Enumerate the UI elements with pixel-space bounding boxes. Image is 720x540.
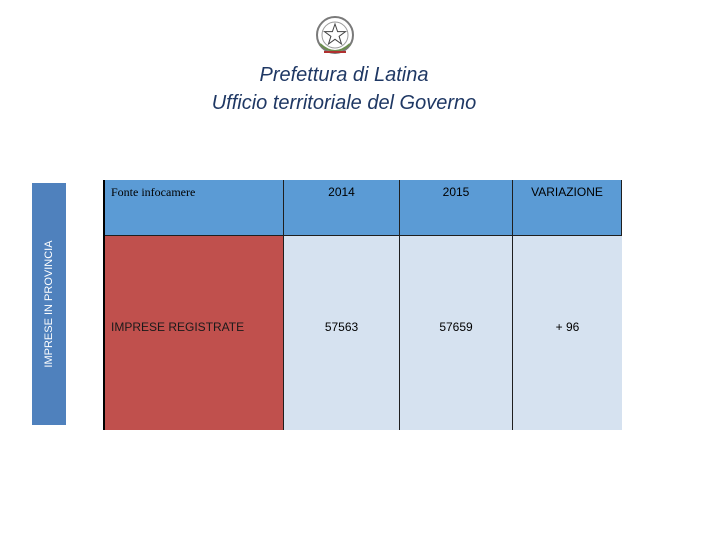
value-variazione: + 96: [513, 236, 622, 430]
side-label-imprese-in-provincia: [32, 183, 66, 425]
side-label-text: IMPRESE IN PROVINCIA: [43, 240, 55, 368]
header-2014: 2014: [284, 180, 400, 236]
value-2014: 57563: [284, 236, 400, 430]
italian-republic-emblem-icon: [314, 14, 356, 58]
title-ufficio: Ufficio territoriale del Governo: [211, 92, 477, 114]
header-2015: 2015: [400, 180, 513, 236]
title-prefettura: Prefettura di Latina: [259, 64, 429, 86]
row-label-imprese-registrate: IMPRESE REGISTRATE: [105, 236, 284, 430]
value-2015: 57659: [400, 236, 513, 430]
imprese-table: [103, 180, 620, 430]
header-source: Fonte infocamere: [105, 180, 284, 236]
header-variazione: VARIAZIONE: [513, 180, 622, 236]
